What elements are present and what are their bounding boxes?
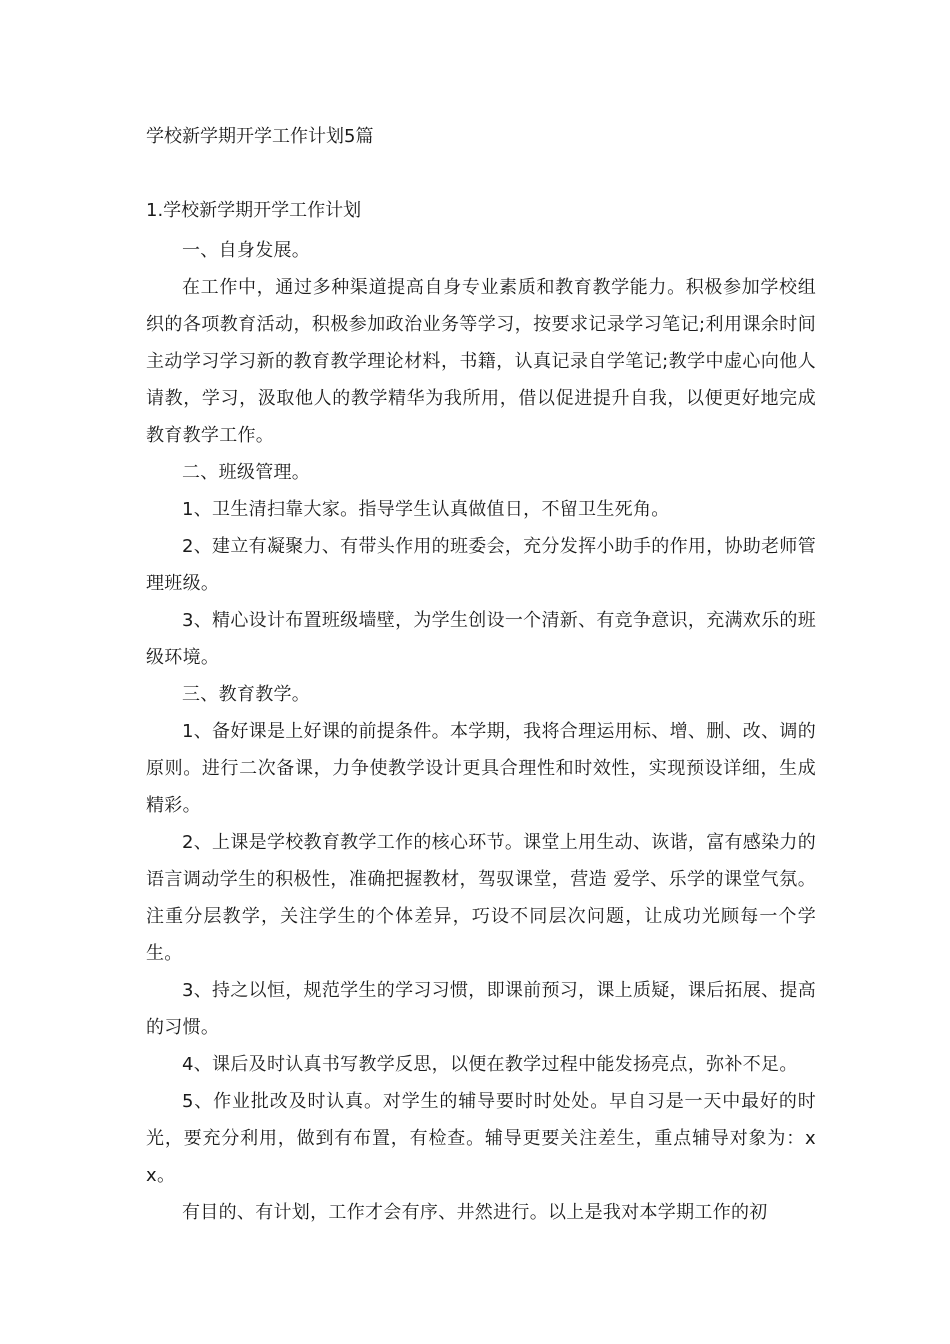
paragraph: 4、课后及时认真书写教学反思，以便在教学过程中能发扬亮点，弥补不足。 — [182, 1054, 798, 1075]
document-title: 学校新学期开学工作计划5篇 — [146, 126, 374, 147]
paragraph: 2、上课是学校教育教学工作的核心环节。课堂上用生动、诙谐，富有感染力的语言调动学生的积极性，准确把握教材，驾驭课堂，营造 爱学、乐学的课堂气氛。注重分层教学，关注学生的个体差异，巧设不同层次问题，让成功光顾每一个学生。 — [146, 832, 816, 964]
paragraph: 5、作业批改及时认真。对学生的辅导要时时处处。早自习是一天中最好的时光，要充分利用，做到有布置，有检查。辅导更要关注差生，重点辅导对象为：xx。 — [146, 1091, 816, 1186]
paragraph: 有目的、有计划，工作才会有序、井然进行。以上是我对本学期工作的初 — [182, 1202, 768, 1223]
paragraph: 1、备好课是上好课的前提条件。本学期，我将合理运用标、增、删、改、调的原则。进行二次备课，力争使教学设计更具合理性和时效性，实现预设详细，生成精彩。 — [146, 721, 816, 816]
section-title: 1.学校新学期开学工作计划 — [146, 200, 362, 221]
paragraph: 3、精心设计布置班级墙壁，为学生创设一个清新、有竞争意识，充满欢乐的班级环境。 — [146, 610, 816, 668]
document-body — [146, 198, 816, 1231]
paragraph: 3、持之以恒，规范学生的学习习惯，即课前预习，课上质疑，课后拓展、提高的习惯。 — [146, 980, 816, 1038]
paragraph: 2、建立有凝聚力、有带头作用的班委会，充分发挥小助手的作用，协助老师管理班级。 — [146, 536, 816, 594]
paragraph: 一、自身发展。 — [182, 240, 311, 261]
paragraph: 在工作中，通过多种渠道提高自身专业素质和教育教学能力。积极参加学校组织的各项教育活动，积极参加政治业务等学习，按要求记录学习笔记;利用课余时间主动学习学习新的教育教学理论材料，书籍，认真记录自学笔记;教学中虚心向他人请教，学习，汲取他人的教学精华为我所用，借以促进提升自我，以便更好地完成教育教学工作。 — [146, 277, 816, 446]
paragraph: 1、卫生清扫靠大家。指导学生认真做值日，不留卫生死角。 — [182, 499, 670, 520]
paragraph: 三、教育教学。 — [182, 684, 311, 705]
paragraph: 二、班级管理。 — [182, 462, 311, 483]
